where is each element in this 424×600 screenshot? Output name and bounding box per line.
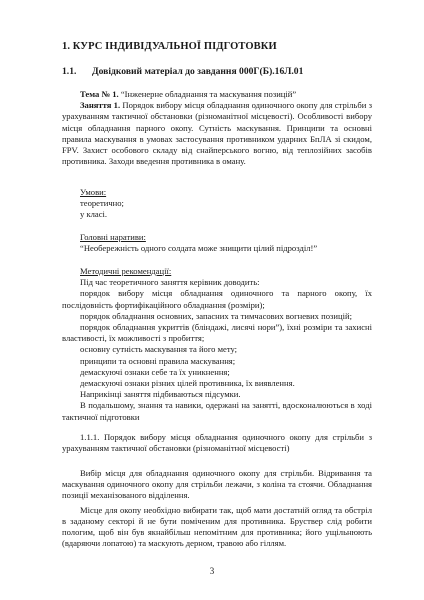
guidance-heading: Методичні рекомендації:	[80, 266, 172, 276]
guidance-item: принципи та основні правила маскування;	[80, 355, 236, 366]
subsection-title: Довідковий матеріал до завдання 000Г(Б).16Л.01	[92, 66, 304, 77]
conditions-block	[62, 187, 372, 221]
narrative-text: “Необережність одного солдата може знищити цілий підрозділ!”	[80, 243, 318, 254]
subsubsection-heading	[62, 432, 372, 454]
topic-text: “Інженерне обладнання та маскування позицій”	[118, 89, 297, 99]
guidance-item: порядок обладнання основних, запасних та тимчасових вогневих позицій;	[80, 310, 352, 321]
guidance-intro: Під час теоретичного заняття керівник доводить:	[80, 277, 260, 288]
subsubsection-number: 1.1.1.	[80, 432, 100, 442]
guidance-item: порядок обладнання укриттів (бліндажі, лисячі нори”), їхні розміри та захисні властивості, їх можливості з пробиття;	[62, 322, 372, 344]
guidance-item: основну сутність маскування та його мету;	[80, 344, 238, 355]
subsection-number: 1.1.	[62, 66, 77, 77]
topic-label: Тема № 1.	[80, 89, 119, 99]
section-heading: 1. КУРС ІНДИВІДУАЛЬНОЇ ПІДГОТОВКИ	[62, 41, 277, 52]
topic-line	[62, 89, 372, 100]
narrative-block	[62, 232, 372, 254]
conditions-item: теоретично;	[80, 198, 124, 209]
guidance-item: порядок вибору місця обладнання одиночного та парного окопу, їх послідовність фортифікаційного обладнання (розміри);	[62, 288, 372, 310]
conditions-heading: Умови:	[80, 187, 107, 197]
guidance-closing: В подальшому, знання та навики, одержані на занятті, вдосконалюються в ході тактичної підготовки	[62, 400, 372, 422]
lesson-text: Порядок вибору місця обладнання одиночного окопу для стрільби з урахуванням тактичної обстановки (різноманітної місцевості). Особливості вибору місця обладнання парного окопу. Сутність маскування. Принципи та основні правила маскування в умовах застосування противником ударних БпЛА зі скидом, FPV. Захист особового складу від снайперського вогню, від теплозійних засобів противника. Заходи введення противника в оману.	[62, 100, 372, 167]
body-paragraph: Місце для окопу необхідно вибирати так, щоб мати достатній огляд та обстріл в заданому секторі й не бути поміченим для противника. Бруствер слід робити пологим, щоб він був якнайбільш непомітним для противника; його ущільнюють (вдаряючи лопатою) та маскують дерном, травою або гіллям.	[62, 504, 372, 549]
subsection-heading	[62, 66, 303, 77]
guidance-item: демаскуючі ознаки себе та їх уникнення;	[80, 366, 230, 377]
subsubsection-title: Порядок вибору місця обладнання одиночного окопу для стрільби з урахуванням тактичної обстановки (різноманітної місцевості)	[62, 432, 372, 454]
body-paragraph: Вибір місця для обладнання одиночного окопу для стрільби. Відривання та маскування одиночного окопу для стрільби лежачи, з коліна та стоячи. Обладнання позиції механізованого відділення.	[62, 468, 372, 501]
conditions-item: у класі.	[80, 209, 108, 220]
guidance-block	[62, 266, 372, 423]
guidance-item: демаскуючі ознаки різних цілей противника, їх виявлення.	[80, 378, 295, 389]
lesson-paragraph	[62, 100, 372, 167]
body-block	[62, 468, 372, 549]
page-number: 3	[209, 566, 215, 576]
lesson-label: Заняття 1.	[80, 100, 121, 111]
topic-block	[62, 89, 372, 167]
guidance-closing: Наприкінці заняття підбиваються підсумки.	[80, 389, 241, 400]
narrative-heading: Головні наративи:	[80, 232, 146, 242]
